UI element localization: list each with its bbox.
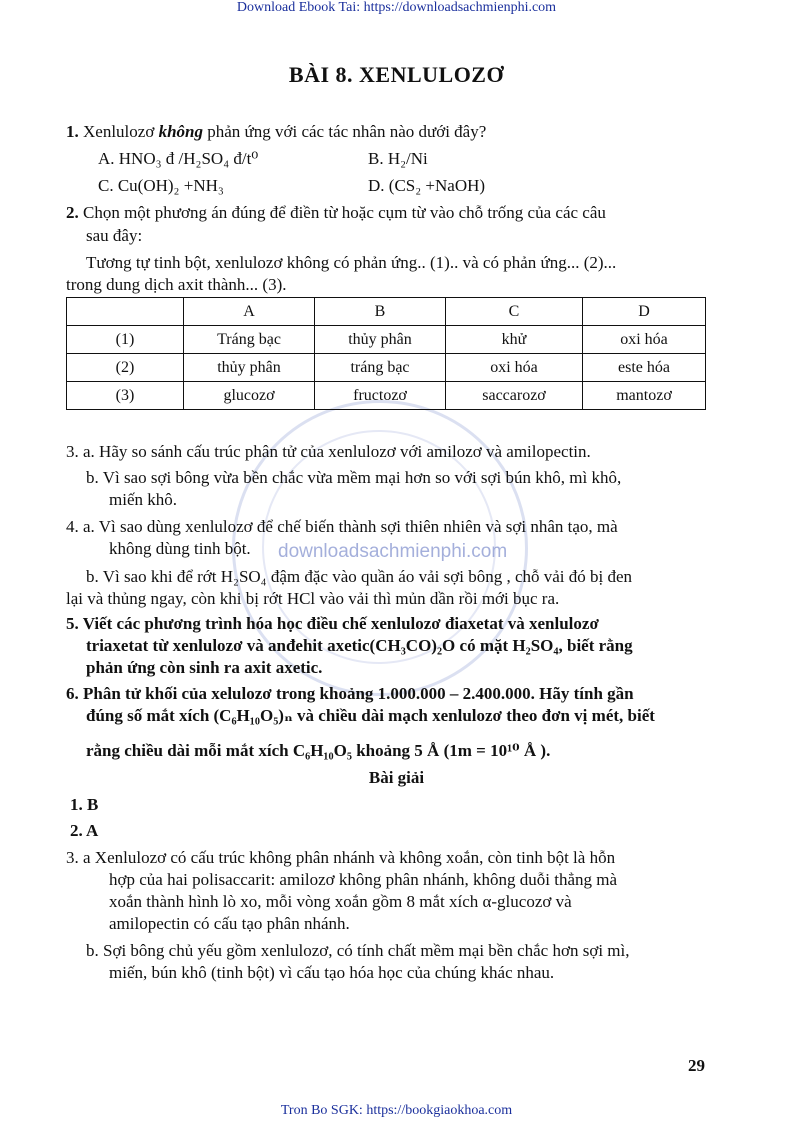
- q1-option-d: D. (CS₂ +NaOH): [368, 176, 486, 195]
- solution-answer-2: 2. A: [70, 821, 99, 840]
- question-6-line3: rằng chiều dài mỗi mắt xích C₆H₁₀O₅ khoảng 5 Å (1m = 10¹⁰ Å ).: [86, 741, 551, 760]
- question-5-line3: phản ứng còn sinh ra axit axetic.: [86, 658, 323, 677]
- solution-3a-line2: hợp của hai polisaccarit: amilozơ không phân nhánh, không duỗi thẳng mà: [109, 870, 618, 889]
- table-cell: oxi hóa: [583, 326, 706, 354]
- table-row: [67, 382, 706, 410]
- solution-3b-line2: miến, bún khô (tinh bột) vì cấu tạo hóa học của chúng khác nhau.: [109, 963, 555, 982]
- table-cell: glucozơ: [184, 382, 315, 410]
- table-cell: khử: [446, 326, 583, 354]
- table-header-cell: C: [446, 298, 583, 326]
- q1-emphasis: không: [158, 122, 203, 141]
- table-cell: mantozơ: [583, 382, 706, 410]
- question-6-line2: đúng số mắt xích (C₆H₁₀O₅)ₙ và chiều dài mạch xenlulozơ theo đơn vị mét, biết: [86, 706, 655, 725]
- solution-3a-line3: xoắn thành hình lò xo, mỗi vòng xoắn gồm 8 mắt xích α-glucozơ và: [109, 892, 572, 911]
- q1-number: 1.: [66, 122, 79, 141]
- q2-number: 2.: [66, 203, 79, 222]
- question-3b-line2: miến khô.: [109, 490, 177, 509]
- q1-text-post: phản ứng với các tác nhân nào dưới đây?: [207, 122, 487, 141]
- question-5-line1: 5. Viết các phương trình hóa học điều chế xenlulozơ điaxetat và xenlulozơ: [66, 614, 599, 633]
- footer-link[interactable]: Tron Bo SGK: https://bookgiaokhoa.com: [280, 1103, 513, 1118]
- answer-table: [66, 297, 706, 410]
- q1-option-a: A. HNO₃ đ /H₂SO₄ đ/t⁰: [98, 149, 259, 168]
- table-cell: thủy phân: [315, 326, 446, 354]
- header-download-link[interactable]: Download Ebook Tai: https://downloadsachmienphi.com: [236, 0, 557, 15]
- q1-option-b: B. H₂/Ni: [368, 149, 428, 168]
- solution-heading: Bài giải: [368, 768, 425, 787]
- table-cell: este hóa: [583, 354, 706, 382]
- question-3a: 3. a. Hãy so sánh cấu trúc phân tử của xenlulozơ với amilozơ và amilopectin.: [66, 442, 591, 461]
- question-6-line1: 6. Phân tử khối của xelulozơ trong khoảng 1.000.000 – 2.400.000. Hãy tính gần: [66, 684, 634, 703]
- solution-3a-line4: amilopectin có cấu tạo phân nhánh.: [109, 914, 350, 933]
- table-header-cell: [67, 298, 184, 326]
- table-cell: fructozơ: [315, 382, 446, 410]
- q2-text: Chọn một phương án đúng để điền từ hoặc cụm từ vào chỗ trống của các câu: [83, 203, 606, 222]
- solution-3a-line1: 3. a Xenlulozơ có cấu trúc không phân nhánh và không xoắn, còn tinh bột là hỗn: [66, 848, 616, 867]
- page-title: BÀI 8. XENLULOZƠ: [288, 62, 505, 87]
- question-1: [66, 121, 486, 143]
- solution-3b-line1: b. Sợi bông chủ yếu gồm xenlulozơ, có tính chất mềm mại bền chắc hơn sợi mì,: [86, 941, 630, 960]
- question-4a-line1: 4. a. Vì sao dùng xenlulozơ để chế biến thành sợi thiên nhiên và sợi nhân tạo, mà: [66, 517, 618, 536]
- question-4b-line2: lại và thủng ngay, còn khi bị rớt HCl vào vải thì mủn dần rồi mới bục ra.: [66, 589, 560, 608]
- table-cell: (1): [67, 326, 184, 354]
- table-row: [67, 326, 706, 354]
- question-5-line2: triaxetat từ xenlulozơ và anđehit axetic(CH₃CO)₂O có mặt H₂SO₄, biết rằng: [86, 636, 633, 655]
- table-header-cell: A: [184, 298, 315, 326]
- table-cell: saccarozơ: [446, 382, 583, 410]
- question-3b-line1: b. Vì sao sợi bông vừa bền chắc vừa mềm mại hơn so với sợi bún khô, mì khô,: [86, 468, 622, 487]
- table-cell: tráng bạc: [315, 354, 446, 382]
- table-cell: oxi hóa: [446, 354, 583, 382]
- table-cell: (3): [67, 382, 184, 410]
- table-row: [67, 354, 706, 382]
- q1-text-pre: Xenlulozơ: [83, 122, 155, 141]
- table-header-cell: B: [315, 298, 446, 326]
- q1-option-c: C. Cu(OH)₂ +NH₃: [98, 176, 224, 195]
- table-header-row: [67, 298, 706, 326]
- table-cell: Tráng bạc: [184, 326, 315, 354]
- table-cell: thủy phân: [184, 354, 315, 382]
- page-number: 29: [688, 1056, 705, 1075]
- table-cell: (2): [67, 354, 184, 382]
- question-2-line4: trong dung dịch axit thành... (3).: [66, 275, 287, 294]
- question-4b-line1: b. Vì sao khi để rớt H₂SO₄ đậm đặc vào quần áo vải sợi bông , chỗ vải đó bị đen: [86, 567, 633, 586]
- question-2-line3: Tương tự tinh bột, xenlulozơ không có phản ứng.. (1).. và có phản ứng... (2)...: [86, 253, 617, 272]
- question-4a-line2: không dùng tinh bột.: [109, 539, 251, 558]
- solution-answer-1: 1. B: [70, 795, 99, 814]
- question-2-line1: [66, 202, 606, 224]
- question-2-line2: sau đây:: [86, 226, 143, 245]
- watermark-text: downloadsachmienphi.com: [278, 541, 508, 562]
- table-header-cell: D: [583, 298, 706, 326]
